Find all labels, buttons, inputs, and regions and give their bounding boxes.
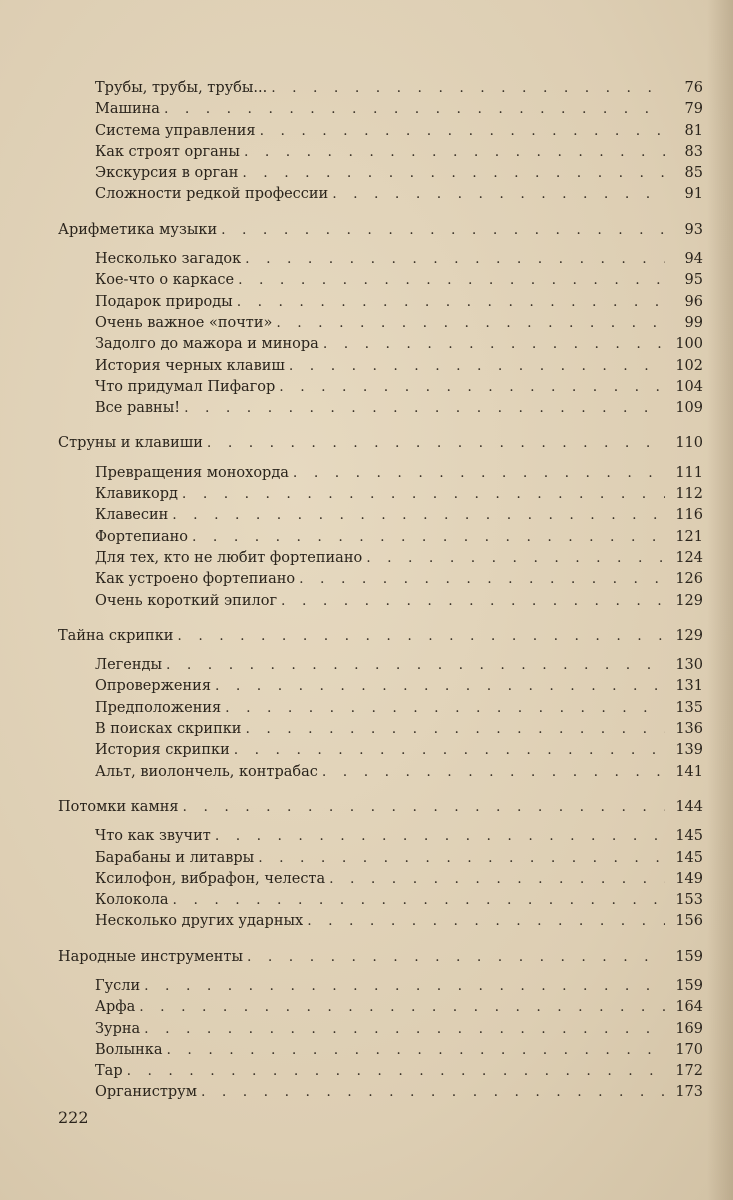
chapter-title: Народные инструменты (58, 948, 243, 965)
toc-group (58, 947, 703, 1104)
toc-section-entry (58, 826, 703, 847)
dot-leader (247, 947, 665, 968)
dot-leader (293, 463, 665, 484)
page-reference: 129 (675, 627, 703, 644)
section-title: Волынка (95, 1041, 163, 1058)
section-title: Клавесин (95, 507, 169, 524)
toc-section-entry (58, 463, 703, 484)
section-title: Сложности редкой профессии (95, 186, 329, 203)
toc-section-entry (58, 911, 703, 932)
section-title: Тар (95, 1063, 123, 1080)
dot-leader (177, 626, 665, 647)
toc-section-entry (58, 184, 703, 205)
section-title: История черных клавиш (95, 357, 285, 374)
toc-section-entry (58, 1019, 703, 1040)
page-reference: 91 (684, 186, 703, 203)
section-title: Как строят органы (95, 143, 240, 160)
toc-section-entry (58, 398, 703, 419)
toc-section-entry (58, 569, 703, 590)
toc-section-entry (58, 1061, 703, 1082)
toc-chapter-entry (58, 797, 703, 818)
toc-section-entry (58, 527, 703, 548)
dot-leader (215, 826, 665, 847)
page-reference: 149 (675, 870, 703, 887)
toc-section-entry (58, 762, 703, 783)
page-reference: 95 (684, 272, 703, 289)
section-title: Что придумал Пифагор (95, 378, 276, 395)
dot-leader (221, 220, 665, 241)
dot-leader (245, 719, 665, 740)
chapter-title: Тайна скрипки (58, 627, 174, 644)
section-title: Экскурсия в орган (95, 165, 239, 182)
dot-leader (164, 99, 665, 120)
page-reference: 169 (675, 1020, 703, 1037)
page-reference: 94 (684, 251, 703, 268)
page-reference: 135 (675, 699, 703, 716)
toc-section-entry (58, 698, 703, 719)
section-title: Подарок природы (95, 293, 233, 310)
page-reference: 136 (675, 721, 703, 738)
page-reference: 141 (675, 763, 703, 780)
toc-chapter-entry (58, 220, 703, 241)
section-title: Арфа (95, 999, 136, 1016)
dot-leader (201, 1082, 665, 1103)
toc-section-entry (58, 890, 703, 911)
page-reference: 145 (675, 828, 703, 845)
page-reference: 126 (675, 571, 703, 588)
dot-leader (366, 548, 665, 569)
section-title: Клавикорд (95, 486, 178, 503)
dot-leader (260, 121, 665, 142)
dot-leader (172, 505, 665, 526)
section-title: Барабаны и литавры (95, 849, 255, 866)
dot-leader (245, 249, 665, 270)
page-reference: 104 (675, 378, 703, 395)
section-title: История скрипки (95, 742, 230, 759)
section-title: В поисках скрипки (95, 721, 242, 738)
dot-leader (289, 356, 665, 377)
dot-leader (127, 1061, 665, 1082)
page-reference: 96 (684, 293, 703, 310)
toc-section-entry (58, 249, 703, 270)
dot-leader (139, 997, 665, 1018)
dot-leader (307, 911, 665, 932)
page-reference: 144 (675, 798, 703, 815)
page-reference: 170 (675, 1041, 703, 1058)
dot-leader (192, 527, 665, 548)
section-title: Превращения монохорда (95, 464, 289, 481)
page-reference: 130 (675, 657, 703, 674)
section-title: Органиструм (95, 1084, 197, 1101)
toc-section-entry (58, 976, 703, 997)
dot-leader (207, 433, 665, 454)
toc-group (58, 797, 703, 933)
dot-leader (323, 334, 665, 355)
dot-leader (244, 142, 665, 163)
dot-leader (167, 1040, 665, 1061)
toc-section-entry (58, 142, 703, 163)
toc-section-entry (58, 740, 703, 761)
toc-section-entry (58, 997, 703, 1018)
page-reference: 111 (675, 464, 703, 481)
page-reference: 129 (675, 592, 703, 609)
toc-section-entry (58, 292, 703, 313)
page-reference: 110 (675, 435, 703, 452)
toc-group (58, 220, 703, 420)
page-reference: 124 (675, 549, 703, 566)
page-reference: 76 (684, 80, 703, 96)
page-reference: 79 (684, 101, 703, 118)
toc-chapter-entry (58, 947, 703, 968)
dot-leader (238, 270, 665, 291)
section-title: Несколько других ударных (95, 913, 304, 930)
page-reference: 159 (675, 977, 703, 994)
page-reference: 153 (675, 892, 703, 909)
section-title: Задолго до мажора и минора (95, 336, 319, 353)
section-title: Зурна (95, 1020, 141, 1037)
dot-leader (183, 797, 665, 818)
section-title: Легенды (95, 657, 162, 674)
page-number: 222 (58, 1108, 89, 1127)
page-reference: 116 (675, 507, 703, 524)
dot-leader (322, 762, 665, 783)
page-reference: 172 (675, 1063, 703, 1080)
toc-section-entry (58, 78, 703, 99)
toc-section-entry (58, 334, 703, 355)
toc-section-entry (58, 356, 703, 377)
page-reference: 164 (675, 999, 703, 1016)
dot-leader (144, 1019, 665, 1040)
dot-leader (144, 976, 665, 997)
page-reference: 159 (675, 948, 703, 965)
table-of-contents (58, 78, 703, 1118)
section-title: Очень важное «почти» (95, 314, 273, 331)
dot-leader (234, 740, 665, 761)
section-title: Опровержения (95, 678, 211, 695)
toc-section-entry (58, 869, 703, 890)
section-title: Ксилофон, вибрафон, челеста (95, 870, 326, 887)
page-reference: 83 (684, 143, 703, 160)
toc-section-entry (58, 121, 703, 142)
section-title: Все равны! (95, 400, 181, 417)
chapter-title: Струны и клавиши (58, 435, 203, 452)
page-reference: 99 (684, 314, 703, 331)
page-reference: 173 (675, 1084, 703, 1101)
toc-section-entry (58, 655, 703, 676)
page-reference: 93 (684, 221, 703, 238)
section-title: Как устроено фортепиано (95, 571, 296, 588)
toc-group (58, 78, 703, 206)
section-title: Что как звучит (95, 828, 211, 845)
toc-section-entry (58, 1082, 703, 1103)
dot-leader (258, 848, 665, 869)
page-reference: 145 (675, 849, 703, 866)
dot-leader (215, 676, 665, 697)
section-title: Предположения (95, 699, 222, 716)
dot-leader (276, 313, 665, 334)
page-reference: 156 (675, 913, 703, 930)
page-reference: 112 (675, 486, 703, 503)
toc-section-entry (58, 99, 703, 120)
section-title: Очень короткий эпилог (95, 592, 278, 609)
toc-section-entry (58, 1040, 703, 1061)
page-reference: 109 (675, 400, 703, 417)
section-title: Колокола (95, 892, 169, 909)
section-title: Трубы, трубы, трубы... (95, 80, 268, 96)
toc-section-entry (58, 163, 703, 184)
page-reference: 102 (675, 357, 703, 374)
dot-leader (184, 398, 665, 419)
dot-leader (225, 698, 665, 719)
toc-group (58, 626, 703, 783)
page-reference: 85 (684, 165, 703, 182)
page-reference: 100 (675, 336, 703, 353)
toc-section-entry (58, 377, 703, 398)
section-title: Гусли (95, 977, 141, 994)
dot-leader (173, 890, 665, 911)
page-reference: 81 (684, 122, 703, 139)
toc-chapter-entry (58, 626, 703, 647)
section-title: Несколько загадок (95, 251, 242, 268)
dot-leader (166, 655, 665, 676)
section-title: Кое-что о каркасе (95, 272, 235, 289)
toc-section-entry (58, 548, 703, 569)
dot-leader (279, 377, 665, 398)
toc-section-entry (58, 848, 703, 869)
section-title: Машина (95, 101, 160, 118)
page-reference: 131 (675, 678, 703, 695)
toc-section-entry (58, 676, 703, 697)
dot-leader (242, 163, 665, 184)
toc-section-entry (58, 591, 703, 612)
page-reference: 139 (675, 742, 703, 759)
toc-section-entry (58, 505, 703, 526)
dot-leader (329, 869, 665, 890)
section-title: Для тех, кто не любит фортепиано (95, 549, 363, 566)
dot-leader (237, 292, 665, 313)
toc-section-entry (58, 270, 703, 291)
chapter-title: Арифметика музыки (58, 221, 218, 238)
toc-section-entry (58, 313, 703, 334)
dot-leader (271, 78, 665, 99)
section-title: Альт, виолончель, контрабас (95, 763, 318, 780)
chapter-title: Потомки камня (58, 798, 179, 815)
dot-leader (299, 569, 665, 590)
dot-leader (332, 184, 665, 205)
toc-section-entry (58, 484, 703, 505)
dot-leader (281, 591, 665, 612)
section-title: Фортепиано (95, 528, 189, 545)
section-title: Система управления (95, 122, 256, 139)
toc-section-entry (58, 719, 703, 740)
toc-group (58, 433, 703, 611)
page-edge-shadow (707, 0, 733, 1200)
dot-leader (182, 484, 665, 505)
toc-chapter-entry (58, 433, 703, 454)
page-reference: 121 (675, 528, 703, 545)
